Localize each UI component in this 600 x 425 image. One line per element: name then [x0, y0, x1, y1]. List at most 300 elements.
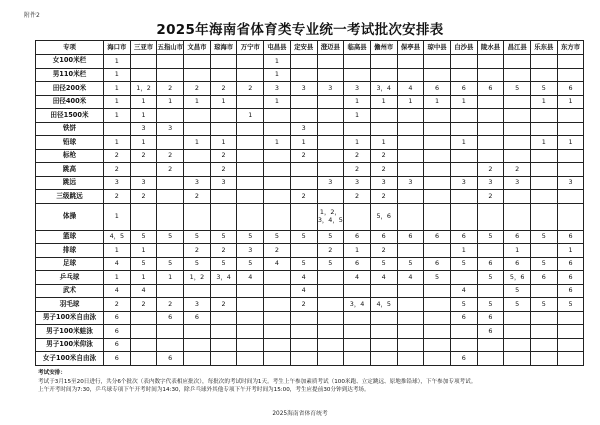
batch-cell — [531, 244, 558, 258]
batch-cell — [237, 203, 264, 230]
batch-cell — [237, 122, 264, 136]
batch-cell — [317, 163, 344, 177]
batch-cell: 1 — [450, 95, 477, 109]
batch-cell: 1 — [104, 68, 131, 82]
batch-cell — [237, 284, 264, 298]
batch-cell — [450, 325, 477, 339]
batch-cell — [424, 136, 451, 150]
table-row — [36, 190, 584, 204]
batch-cell — [264, 109, 291, 123]
batch-cell — [531, 311, 558, 325]
batch-cell — [264, 298, 291, 312]
batch-cell: 2 — [370, 244, 397, 258]
batch-cell: 4 — [344, 271, 371, 285]
attachment-label: 附件2 — [24, 12, 40, 19]
batch-cell — [424, 68, 451, 82]
batch-cell — [317, 284, 344, 298]
batch-cell: 3 — [104, 176, 131, 190]
batch-cell: 3，4 — [370, 82, 397, 96]
batch-cell: 6 — [104, 352, 131, 366]
batch-cell — [317, 271, 344, 285]
batch-cell: 6 — [104, 325, 131, 339]
batch-cell — [317, 149, 344, 163]
batch-cell: 1 — [344, 109, 371, 123]
batch-cell — [477, 203, 504, 230]
header-city: 琼中县 — [424, 41, 451, 55]
batch-cell: 5 — [424, 271, 451, 285]
batch-cell: 1 — [264, 55, 291, 69]
event-name: 铁饼 — [36, 122, 104, 136]
batch-cell — [157, 136, 184, 150]
batch-cell: 2 — [477, 163, 504, 177]
batch-cell: 2 — [184, 244, 211, 258]
batch-cell — [397, 244, 424, 258]
batch-cell — [157, 55, 184, 69]
batch-cell — [397, 311, 424, 325]
batch-cell: 1 — [104, 82, 131, 96]
batch-cell — [237, 68, 264, 82]
header-city: 海口市 — [104, 41, 131, 55]
batch-cell: 1 — [504, 244, 531, 258]
batch-cell — [157, 284, 184, 298]
batch-cell — [531, 109, 558, 123]
batch-cell — [157, 109, 184, 123]
batch-cell — [424, 244, 451, 258]
batch-cell: 6 — [344, 257, 371, 271]
batch-cell — [237, 311, 264, 325]
batch-cell: 6 — [424, 230, 451, 244]
batch-cell: 2 — [157, 163, 184, 177]
table-row — [36, 136, 584, 150]
batch-cell — [130, 325, 157, 339]
batch-cell: 1，2 — [130, 82, 157, 96]
batch-cell: 3 — [264, 82, 291, 96]
batch-cell — [317, 298, 344, 312]
batch-cell — [210, 284, 237, 298]
batch-cell — [531, 163, 558, 177]
batch-cell: 4 — [290, 284, 317, 298]
batch-cell — [557, 149, 584, 163]
batch-cell: 5 — [157, 230, 184, 244]
batch-cell: 1 — [264, 136, 291, 150]
batch-cell — [450, 68, 477, 82]
batch-cell: 4 — [130, 284, 157, 298]
batch-cell — [290, 352, 317, 366]
batch-cell — [397, 149, 424, 163]
batch-cell: 2 — [184, 190, 211, 204]
header-city: 屯昌县 — [264, 41, 291, 55]
header-city: 白沙县 — [450, 41, 477, 55]
batch-cell — [557, 109, 584, 123]
batch-cell — [531, 122, 558, 136]
batch-cell — [317, 136, 344, 150]
batch-cell: 3 — [130, 176, 157, 190]
batch-cell — [210, 203, 237, 230]
batch-cell: 3 — [237, 244, 264, 258]
batch-cell — [290, 95, 317, 109]
batch-cell: 2 — [370, 149, 397, 163]
batch-cell: 2 — [370, 163, 397, 177]
batch-cell: 5 — [531, 230, 558, 244]
event-name: 男110米栏 — [36, 68, 104, 82]
header-city: 临高县 — [344, 41, 371, 55]
batch-cell: 6 — [184, 311, 211, 325]
batch-cell — [237, 352, 264, 366]
header-city: 陵水县 — [477, 41, 504, 55]
event-name: 女100米栏 — [36, 55, 104, 69]
event-name: 排球 — [36, 244, 104, 258]
batch-cell: 5 — [531, 82, 558, 96]
batch-cell — [504, 325, 531, 339]
batch-cell: 6 — [450, 230, 477, 244]
batch-cell — [557, 352, 584, 366]
batch-cell: 5，6 — [504, 271, 531, 285]
batch-cell — [424, 55, 451, 69]
batch-cell: 1 — [210, 95, 237, 109]
table-row — [36, 203, 584, 230]
batch-cell: 6 — [504, 230, 531, 244]
batch-cell: 4 — [237, 271, 264, 285]
batch-cell — [557, 68, 584, 82]
batch-cell: 3 — [184, 176, 211, 190]
batch-cell — [397, 109, 424, 123]
batch-cell: 2 — [104, 149, 131, 163]
header-city: 琼海市 — [210, 41, 237, 55]
batch-cell: 5，6 — [370, 203, 397, 230]
batch-cell — [184, 163, 211, 177]
batch-cell — [210, 190, 237, 204]
table-row — [36, 257, 584, 271]
batch-cell: 2 — [370, 190, 397, 204]
batch-cell: 2 — [130, 298, 157, 312]
batch-cell: 1 — [531, 136, 558, 150]
batch-cell: 1 — [370, 95, 397, 109]
batch-cell — [157, 244, 184, 258]
batch-cell: 1 — [557, 244, 584, 258]
batch-cell — [317, 311, 344, 325]
batch-cell: 5 — [531, 298, 558, 312]
batch-cell — [424, 352, 451, 366]
batch-cell: 6 — [157, 311, 184, 325]
batch-cell — [424, 122, 451, 136]
batch-cell — [397, 203, 424, 230]
batch-cell: 2 — [344, 190, 371, 204]
batch-cell — [531, 149, 558, 163]
batch-cell: 1 — [557, 136, 584, 150]
batch-cell — [264, 203, 291, 230]
batch-cell — [477, 352, 504, 366]
batch-cell: 2 — [104, 190, 131, 204]
batch-cell: 6 — [450, 352, 477, 366]
batch-cell — [184, 203, 211, 230]
batch-cell — [370, 68, 397, 82]
batch-cell — [477, 244, 504, 258]
batch-cell — [370, 352, 397, 366]
batch-cell: 2 — [184, 82, 211, 96]
batch-cell: 2 — [157, 149, 184, 163]
batch-cell: 1 — [264, 95, 291, 109]
batch-cell: 6 — [424, 82, 451, 96]
batch-cell — [477, 149, 504, 163]
batch-cell: 1 — [157, 95, 184, 109]
batch-cell: 2 — [290, 149, 317, 163]
batch-cell — [477, 68, 504, 82]
batch-cell: 6 — [557, 257, 584, 271]
header-city: 三亚市 — [130, 41, 157, 55]
batch-cell: 5 — [477, 298, 504, 312]
batch-cell — [184, 284, 211, 298]
header-city: 保亭县 — [397, 41, 424, 55]
batch-cell — [344, 284, 371, 298]
batch-cell — [317, 352, 344, 366]
batch-cell — [450, 122, 477, 136]
batch-cell — [104, 122, 131, 136]
batch-cell: 6 — [477, 325, 504, 339]
batch-cell: 1 — [264, 68, 291, 82]
batch-cell: 1 — [130, 136, 157, 150]
batch-cell — [264, 311, 291, 325]
batch-cell: 5 — [317, 257, 344, 271]
batch-cell — [450, 55, 477, 69]
batch-cell: 2 — [344, 163, 371, 177]
header-city: 定安县 — [290, 41, 317, 55]
batch-cell: 3 — [290, 122, 317, 136]
batch-cell: 2 — [264, 244, 291, 258]
event-name: 标枪 — [36, 149, 104, 163]
batch-cell — [397, 55, 424, 69]
batch-cell: 1 — [370, 136, 397, 150]
batch-cell — [477, 122, 504, 136]
batch-cell — [504, 149, 531, 163]
batch-cell — [531, 55, 558, 69]
batch-cell — [290, 311, 317, 325]
batch-cell: 3 — [130, 122, 157, 136]
event-name: 男子100米蛙泳 — [36, 325, 104, 339]
batch-cell — [210, 325, 237, 339]
batch-cell: 3 — [477, 176, 504, 190]
batch-cell: 5 — [237, 230, 264, 244]
batch-cell: 1 — [424, 95, 451, 109]
batch-cell — [397, 163, 424, 177]
batch-cell — [504, 136, 531, 150]
batch-cell — [557, 338, 584, 352]
event-name: 田径1500米 — [36, 109, 104, 123]
batch-cell: 5 — [504, 82, 531, 96]
batch-cell — [210, 109, 237, 123]
batch-cell: 4 — [370, 271, 397, 285]
batch-cell — [184, 109, 211, 123]
batch-cell — [397, 352, 424, 366]
batch-cell — [397, 122, 424, 136]
batch-cell: 3 — [317, 176, 344, 190]
batch-cell — [290, 203, 317, 230]
batch-cell: 1 — [397, 95, 424, 109]
batch-cell — [397, 298, 424, 312]
batch-cell — [477, 338, 504, 352]
batch-cell — [264, 271, 291, 285]
batch-cell — [264, 190, 291, 204]
batch-cell — [317, 109, 344, 123]
batch-cell: 1 — [104, 95, 131, 109]
table-row — [36, 298, 584, 312]
event-name: 男子100米自由泳 — [36, 311, 104, 325]
batch-cell: 5 — [237, 257, 264, 271]
batch-cell — [370, 55, 397, 69]
batch-cell — [157, 176, 184, 190]
event-name: 铅球 — [36, 136, 104, 150]
batch-cell — [477, 109, 504, 123]
batch-cell — [264, 163, 291, 177]
batch-cell: 5 — [450, 298, 477, 312]
notes-line-1: 考试于3月15至20日进行，共分6个批次（表内数字代表相应批次），每批次的考试时间为1天。考生上午参加素质考试（100米跑、立定跳远、原地推铅球），下午参加专项考试。 — [38, 378, 477, 385]
batch-cell — [531, 190, 558, 204]
batch-cell — [397, 190, 424, 204]
batch-cell — [184, 338, 211, 352]
batch-cell — [237, 325, 264, 339]
batch-cell — [264, 149, 291, 163]
batch-cell: 1 — [531, 95, 558, 109]
batch-cell: 4 — [450, 284, 477, 298]
batch-cell: 2 — [477, 190, 504, 204]
batch-cell: 5 — [557, 298, 584, 312]
table-row — [36, 352, 584, 366]
batch-cell: 4，5 — [370, 298, 397, 312]
batch-cell: 6 — [477, 311, 504, 325]
batch-cell — [237, 95, 264, 109]
batch-cell — [290, 325, 317, 339]
batch-cell — [184, 352, 211, 366]
batch-cell: 4 — [397, 271, 424, 285]
batch-cell — [130, 203, 157, 230]
batch-cell: 4 — [104, 284, 131, 298]
batch-cell — [450, 163, 477, 177]
event-name: 体操 — [36, 203, 104, 230]
batch-cell: 1 — [290, 136, 317, 150]
batch-cell — [450, 338, 477, 352]
batch-cell: 6 — [557, 230, 584, 244]
batch-cell — [504, 311, 531, 325]
batch-cell: 3 — [397, 176, 424, 190]
batch-cell — [290, 244, 317, 258]
batch-cell — [450, 271, 477, 285]
batch-cell: 3 — [157, 122, 184, 136]
batch-cell: 5 — [184, 257, 211, 271]
batch-cell: 1 — [450, 136, 477, 150]
batch-cell: 1 — [104, 203, 131, 230]
batch-cell — [477, 136, 504, 150]
batch-cell — [424, 298, 451, 312]
batch-cell: 2 — [130, 149, 157, 163]
batch-cell — [370, 284, 397, 298]
batch-cell — [264, 284, 291, 298]
header-city: 万宁市 — [237, 41, 264, 55]
batch-cell — [237, 338, 264, 352]
batch-cell — [210, 338, 237, 352]
batch-cell: 3 — [450, 176, 477, 190]
batch-cell — [504, 338, 531, 352]
batch-cell — [477, 55, 504, 69]
batch-cell: 6 — [104, 311, 131, 325]
notes-line-2: 上午开考时间为7:30，乒乓球专项下午开考时间为14:30，除乒乓球外其他专项下午开考时间为15:00，考生应提前30分钟到达考场。 — [38, 387, 370, 394]
batch-cell: 6 — [557, 82, 584, 96]
table-row — [36, 230, 584, 244]
batch-cell: 5 — [184, 230, 211, 244]
batch-cell — [290, 163, 317, 177]
header-city: 昌江县 — [504, 41, 531, 55]
batch-cell: 4 — [397, 82, 424, 96]
batch-cell: 1 — [130, 271, 157, 285]
event-name: 羽毛球 — [36, 298, 104, 312]
batch-cell: 5 — [477, 271, 504, 285]
batch-cell: 2 — [290, 298, 317, 312]
batch-cell: 5 — [210, 230, 237, 244]
batch-cell — [157, 203, 184, 230]
batch-cell — [370, 311, 397, 325]
batch-cell: 6 — [450, 82, 477, 96]
batch-cell — [424, 338, 451, 352]
batch-cell: 4，5 — [104, 230, 131, 244]
batch-cell — [397, 338, 424, 352]
batch-cell — [397, 136, 424, 150]
batch-cell: 2 — [290, 190, 317, 204]
batch-cell — [184, 149, 211, 163]
footer-text: 2025海南省体育统考 — [272, 411, 328, 417]
table-row — [36, 284, 584, 298]
table-row — [36, 68, 584, 82]
batch-cell — [504, 190, 531, 204]
batch-cell — [130, 311, 157, 325]
batch-cell: 1 — [130, 244, 157, 258]
batch-cell: 1 — [104, 109, 131, 123]
batch-cell — [317, 68, 344, 82]
table-row — [36, 271, 584, 285]
batch-cell — [210, 352, 237, 366]
table-row — [36, 122, 584, 136]
batch-cell — [450, 190, 477, 204]
batch-cell — [157, 325, 184, 339]
batch-cell: 2 — [157, 82, 184, 96]
batch-cell — [237, 298, 264, 312]
batch-cell — [290, 338, 317, 352]
batch-cell: 2 — [317, 244, 344, 258]
batch-cell: 2 — [210, 244, 237, 258]
batch-cell — [184, 325, 211, 339]
batch-cell — [264, 122, 291, 136]
batch-cell: 4 — [264, 257, 291, 271]
batch-cell — [557, 190, 584, 204]
batch-cell — [344, 68, 371, 82]
notes-heading: 考试安排： — [38, 370, 66, 376]
batch-cell: 6 — [424, 257, 451, 271]
table-row — [36, 244, 584, 258]
table-row — [36, 149, 584, 163]
batch-cell — [210, 55, 237, 69]
batch-cell — [237, 190, 264, 204]
batch-cell: 2 — [210, 82, 237, 96]
batch-cell — [130, 338, 157, 352]
batch-cell: 2 — [210, 149, 237, 163]
batch-cell: 5 — [264, 230, 291, 244]
batch-cell: 1 — [184, 95, 211, 109]
batch-cell — [531, 284, 558, 298]
batch-cell: 1 — [104, 136, 131, 150]
batch-cell: 2 — [104, 298, 131, 312]
batch-cell — [397, 68, 424, 82]
event-name: 跳高 — [36, 163, 104, 177]
batch-cell — [130, 68, 157, 82]
batch-cell: 1 — [344, 95, 371, 109]
batch-cell — [424, 325, 451, 339]
